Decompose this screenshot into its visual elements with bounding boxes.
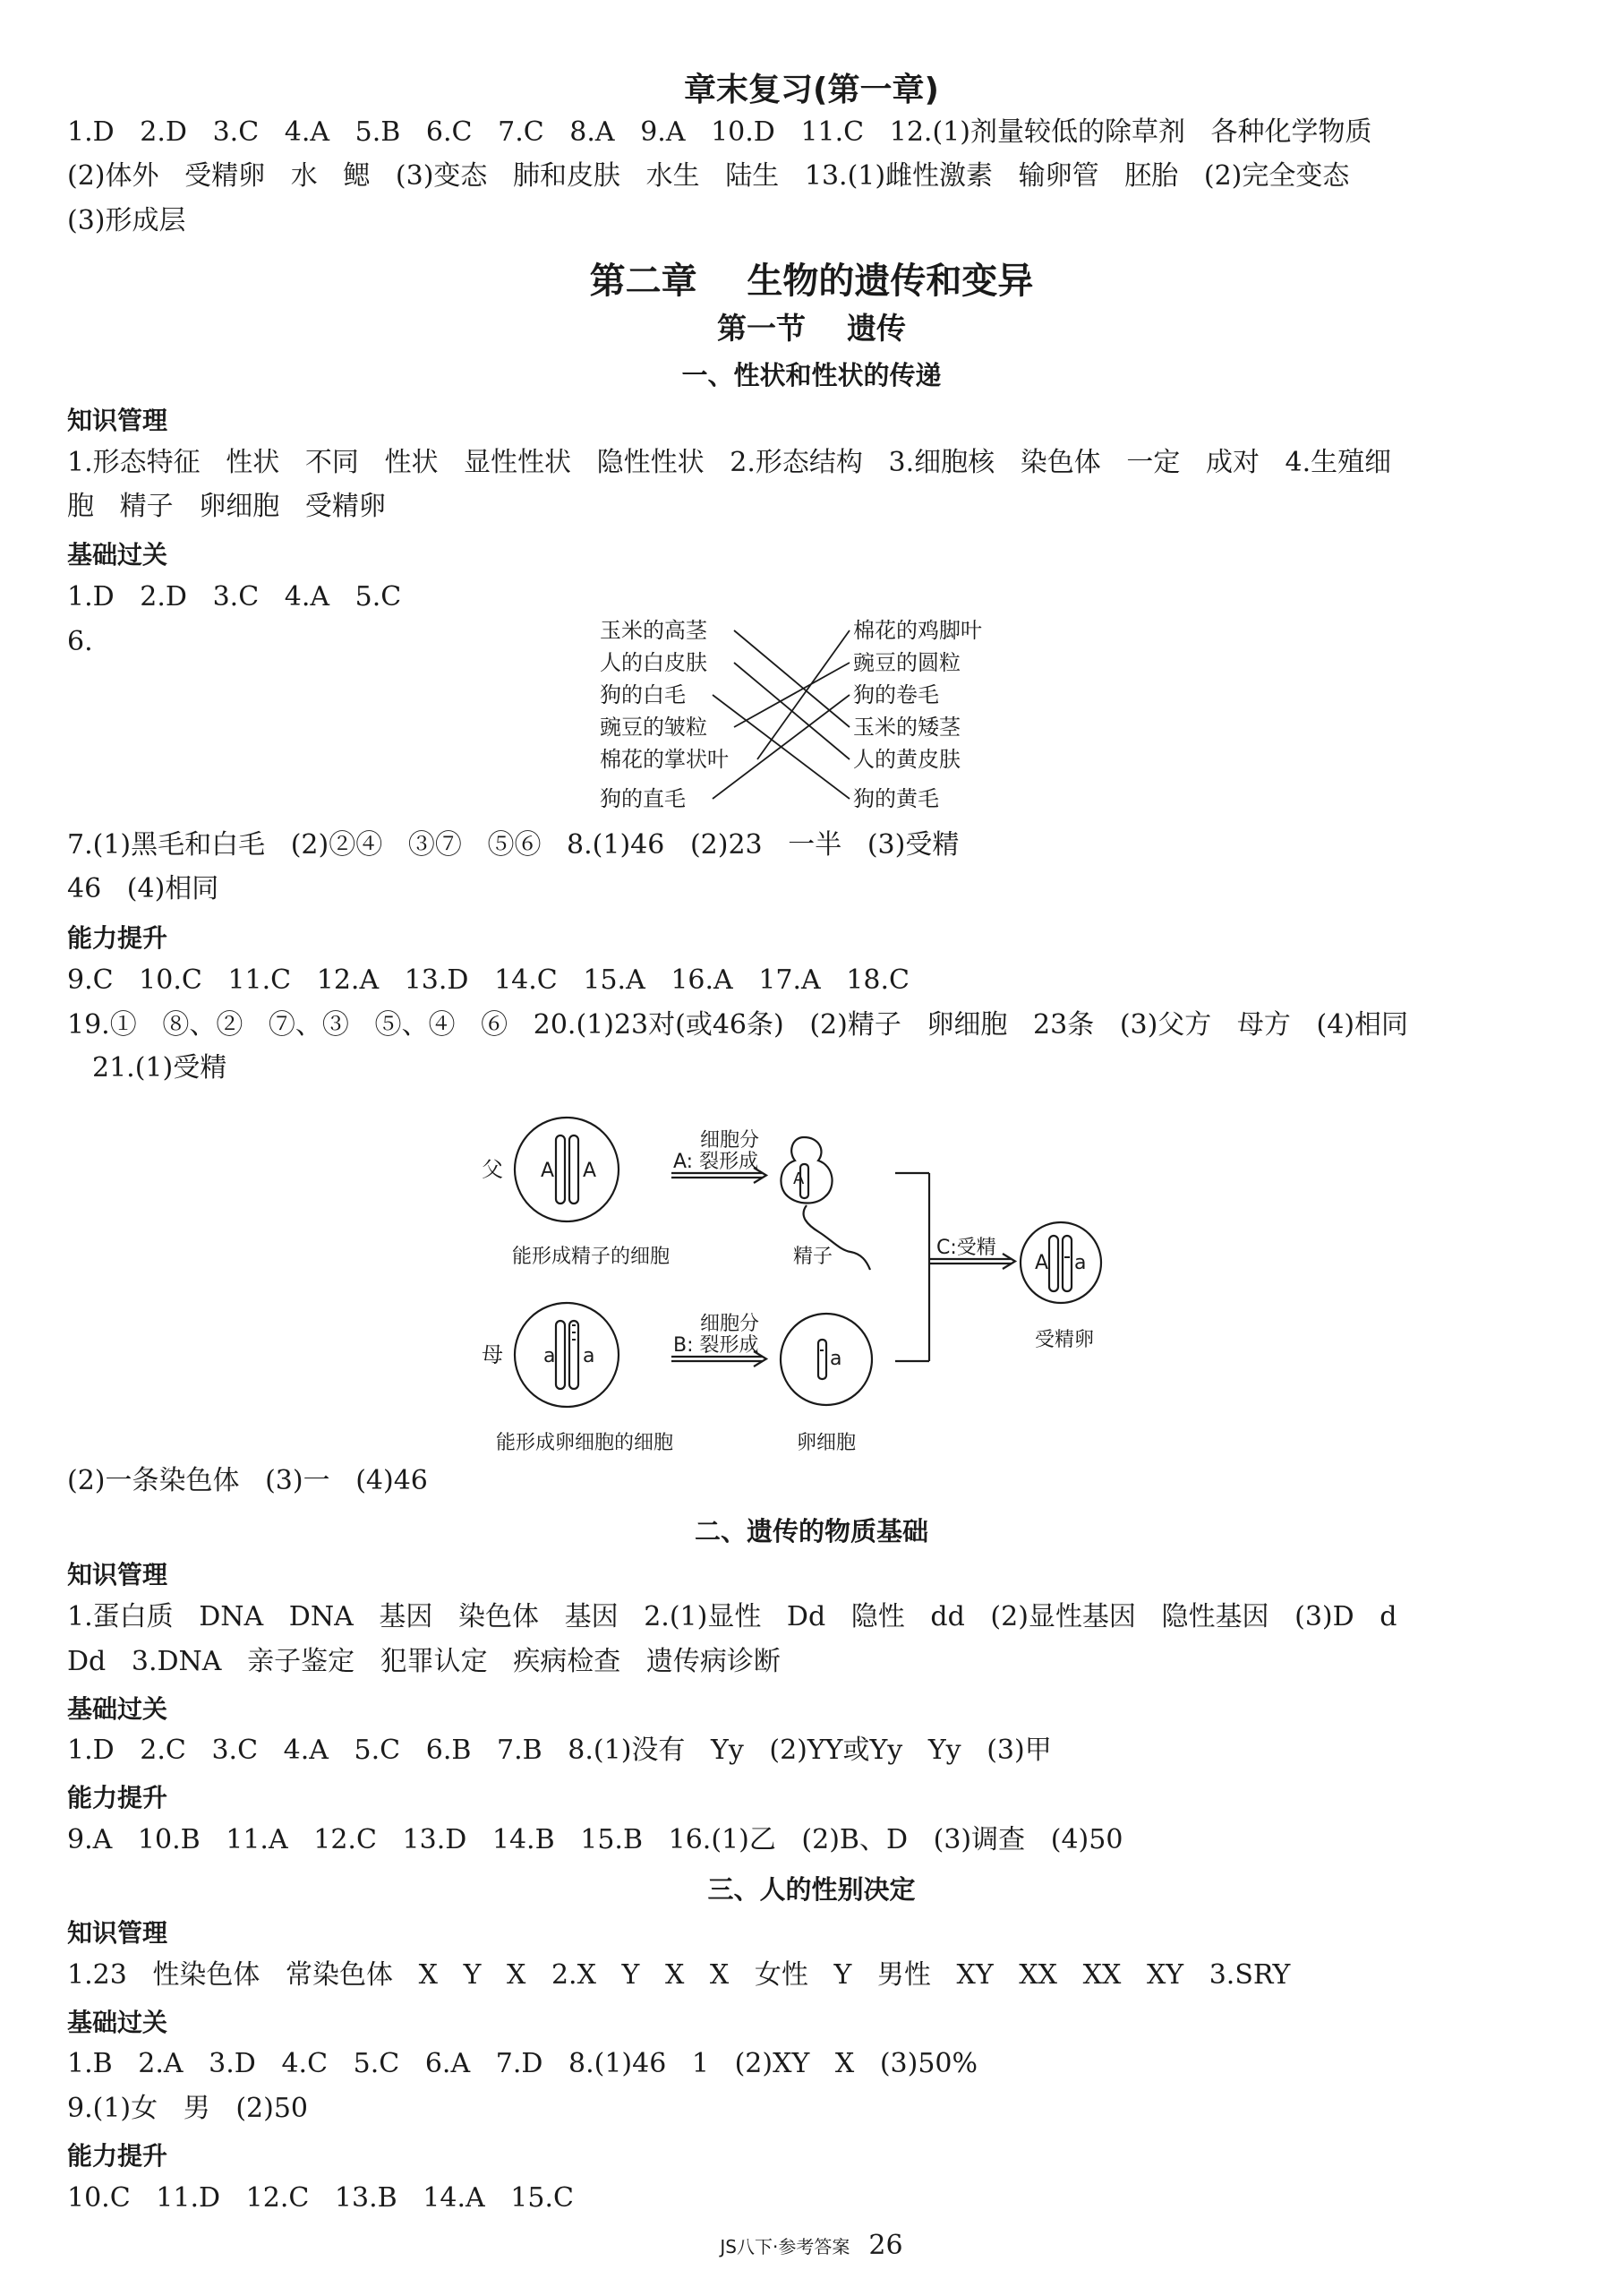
gene-label: a	[583, 1345, 595, 1367]
father-cell-caption: 能形成精子的细胞	[512, 1246, 671, 1268]
match-right-item: 狗的黄毛	[853, 786, 939, 811]
match-left-item: 玉米的高茎	[600, 618, 707, 643]
answer-line: 9.(1)女 男 (2)50	[67, 2093, 309, 2124]
answer-line: 7.(1)黑毛和白毛 (2)②④ ③⑦ ⑤⑥ 8.(1)46 (2)23 一半 (3)受精	[67, 829, 960, 861]
answer-line: 9.A 10.B 11.A 12.C 13.D 14.B 15.B 16.(1)乙 (2)B、D (3)调查 (4)50	[67, 1824, 1123, 1855]
gene-label: a	[830, 1348, 842, 1370]
answer-line: (2)体外 受精卵 水 鳃 (3)变态 肺和皮肤 水生 陆生 13.(1)雌性激素 输卵管 胚胎 (2)完全变态	[67, 160, 1350, 192]
match-right-item: 玉米的矮茎	[853, 715, 961, 740]
arrow-a-label-bottom: A: 裂形成	[673, 1151, 759, 1173]
answer-line: 6.	[67, 626, 93, 657]
match-link-line	[757, 630, 850, 759]
egg-caption: 卵细胞	[797, 1432, 857, 1454]
answer-line: Dd 3.DNA 亲子鉴定 犯罪认定 疾病检查 遗传病诊断	[67, 1646, 781, 1677]
part-title: 一、性状和性状的传递	[681, 360, 942, 390]
match-left-item: 狗的直毛	[600, 786, 686, 811]
match-right-item: 豌豆的圆粒	[853, 650, 961, 675]
answer-line: 46 (4)相同	[67, 873, 219, 904]
knowledge-heading: 知识管理	[67, 406, 168, 435]
fertilization-diagram	[466, 1091, 1146, 1458]
answer-line: 1.蛋白质 DNA DNA 基因 染色体 基因 2.(1)显性 Dd 隐性 dd (2)显性基因 隐性基因 (3)D d	[67, 1601, 1397, 1632]
answer-line: (2)一条染色体 (3)一 (4)46	[67, 1465, 428, 1496]
gene-label: A	[793, 1169, 805, 1188]
zygote-caption: 受精卵	[1035, 1329, 1095, 1351]
answer-line: 1.D 2.D 3.C 4.A 5.B 6.C 7.C 8.A 9.A 10.D 11.C 12.(1)剂量较低的除草剂 各种化学物质	[67, 116, 1372, 148]
arrow-c-label: C:受精	[936, 1237, 996, 1259]
chapter-title: 第二章 生物的遗传和变异	[589, 261, 1034, 302]
knowledge-heading: 知识管理	[67, 1560, 168, 1589]
match-right-item: 狗的卷毛	[853, 682, 939, 707]
match-link-line	[734, 663, 850, 727]
match-right-item: 棉花的鸡脚叶	[853, 618, 982, 643]
match-left-item: 豌豆的皱粒	[600, 715, 707, 740]
answer-line: 1.D 2.C 3.C 4.A 5.C 6.B 7.B 8.(1)没有 Yy (2)YY或Yy Yy (3)甲	[67, 1735, 1052, 1766]
arrow-b-label-bottom: B: 裂形成	[673, 1334, 759, 1357]
page-number: 26	[868, 2230, 903, 2261]
match-left-item: 棉花的掌状叶	[600, 747, 729, 772]
answer-line: 1.23 性染色体 常染色体 X Y X 2.X Y X X 女性 Y 男性 XY XX XX XY 3.SRY	[67, 1959, 1291, 1991]
answer-line: 1.B 2.A 3.D 4.C 5.C 6.A 7.D 8.(1)46 1 (2)XY X (3)50%	[67, 2048, 978, 2079]
sperm-caption: 精子	[793, 1246, 833, 1268]
answer-line: 胞 精子 卵细胞 受精卵	[67, 491, 386, 522]
part-title: 二、遗传的物质基础	[694, 1516, 928, 1546]
footer-label: JS八下·参考答案	[720, 2236, 850, 2257]
answer-line: 21.(1)受精	[92, 1052, 227, 1084]
ability-heading: 能力提升	[67, 2141, 168, 2171]
section-title: 第一节 遗传	[717, 311, 906, 346]
gene-label: A	[1035, 1252, 1049, 1274]
ability-heading: 能力提升	[67, 923, 168, 953]
trait-matching-figure	[600, 616, 1029, 822]
knowledge-heading: 知识管理	[67, 1918, 168, 1948]
match-link-line	[734, 630, 850, 727]
ch1-review-title: 章末复习(第一章)	[684, 72, 939, 108]
gene-label: A	[541, 1160, 555, 1182]
mother-label: 母	[482, 1342, 503, 1367]
gene-label: a	[1074, 1252, 1087, 1274]
part-title: 三、人的性别决定	[707, 1874, 916, 1905]
match-left-item: 人的白皮肤	[600, 650, 707, 675]
basic-heading: 基础过关	[67, 540, 168, 570]
arrow-a-label-top: 细胞分	[700, 1129, 760, 1152]
answer-line: 1.形态特征 性状 不同 性状 显性性状 隐性性状 2.形态结构 3.细胞核 染色体 一定 成对 4.生殖细	[67, 447, 1392, 478]
page-footer	[0, 2230, 1623, 2261]
basic-heading: 基础过关	[67, 1694, 168, 1724]
answer-line: 1.D 2.D 3.C 4.A 5.C	[67, 581, 402, 613]
basic-heading: 基础过关	[67, 2008, 168, 2037]
answer-line: 19.① ⑧、② ⑦、③ ⑤、④ ⑥ 20.(1)23对(或46条) (2)精子 卵细胞 23条 (3)父方 母方 (4)相同	[67, 1009, 1409, 1041]
answer-line: (3)形成层	[67, 205, 186, 236]
match-left-item: 狗的白毛	[600, 682, 686, 707]
father-label: 父	[482, 1157, 503, 1182]
gene-label: a	[543, 1345, 556, 1367]
mother-cell-caption: 能形成卵细胞的细胞	[496, 1432, 674, 1454]
gene-label: A	[583, 1160, 597, 1182]
answer-line: 9.C 10.C 11.C 12.A 13.D 14.C 15.A 16.A 17.A 18.C	[67, 964, 910, 996]
arrow-b-label-top: 细胞分	[700, 1313, 760, 1335]
ability-heading: 能力提升	[67, 1783, 168, 1812]
answer-line: 10.C 11.D 12.C 13.B 14.A 15.C	[67, 2182, 574, 2214]
match-right-item: 人的黄皮肤	[853, 747, 961, 772]
